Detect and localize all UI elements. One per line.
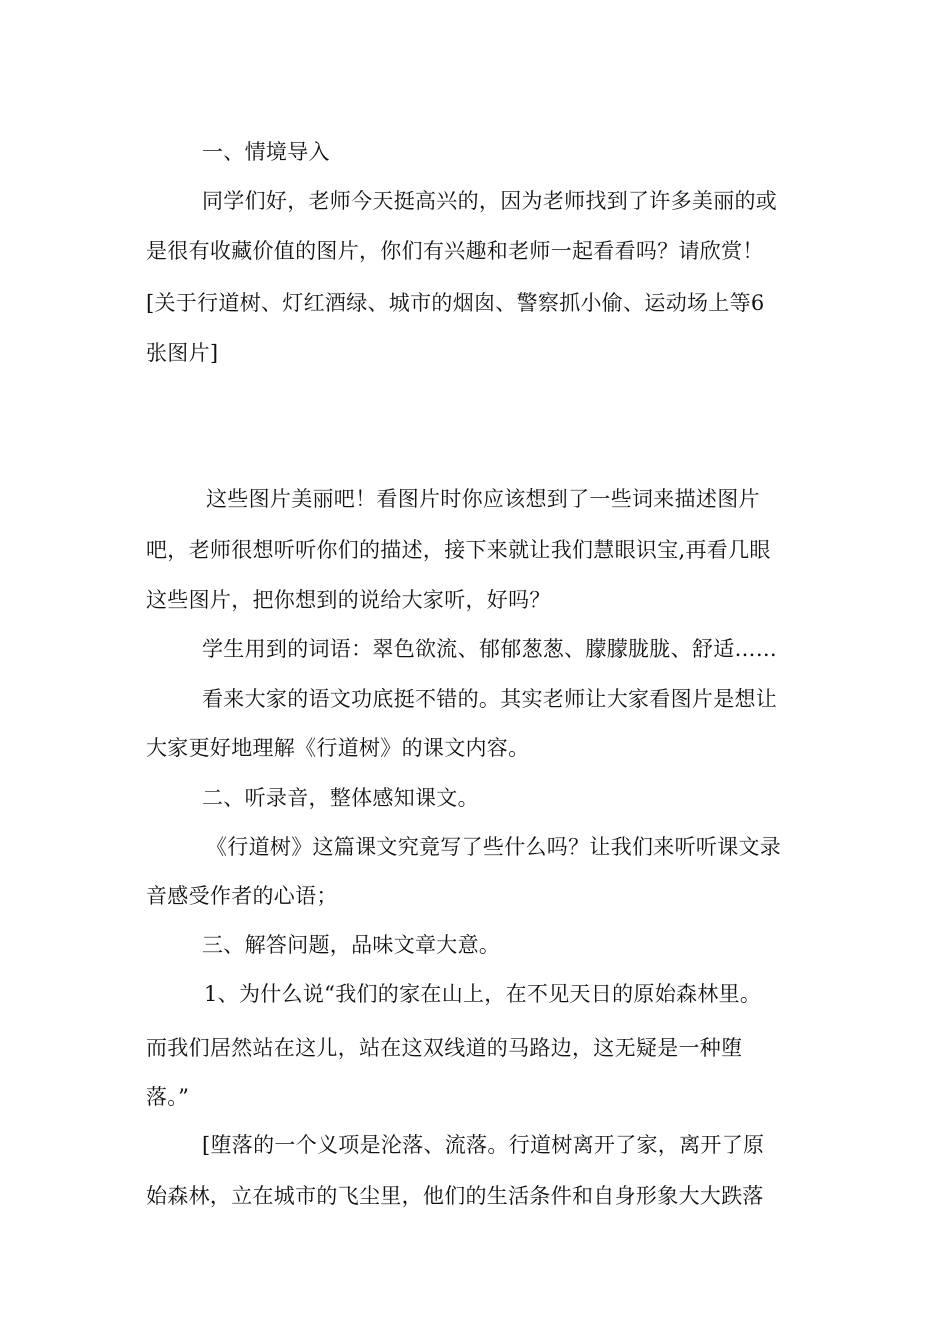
paragraph-line: 这些图片，把你想到的说给大家听，好吗？ — [146, 588, 551, 612]
paragraph-line: 学生用到的词语：翠色欲流、郁郁葱葱、朦朦胧胧、舒适…… — [202, 637, 778, 661]
section-heading-1: 一、情境导入 — [202, 140, 330, 164]
question-line: 1、为什么说“我们的家在山上，在不见天日的原始森林里。 — [204, 982, 762, 1006]
paragraph-line: 这些图片美丽吧！看图片时你应该想到了一些词来描述图片 — [206, 487, 760, 511]
paragraph-line: 看来大家的语文功底挺不错的。其实老师让大家看图片是想让 — [202, 687, 778, 711]
answer-line: 始森林，立在城市的飞尘里，他们的生活条件和自身形象大大跌落 — [146, 1184, 764, 1208]
question-line: 落。” — [146, 1085, 190, 1109]
paragraph-line: 吧，老师很想听听你们的描述，接下来就让我们慧眼识宝,再看几眼 — [146, 538, 771, 562]
answer-line: [堕落的一个义项是沦落、流落。行道树离开了家，离开了原 — [202, 1133, 765, 1157]
paragraph-line: 大家更好地理解《行道树》的课文内容。 — [146, 736, 530, 760]
paragraph-line: 同学们好，老师今天挺高兴的，因为老师找到了许多美丽的或 — [202, 189, 778, 213]
paragraph-line: 张图片] — [146, 341, 219, 365]
paragraph-line: 音感受作者的心语； — [146, 884, 338, 908]
section-heading-3: 三、解答问题，品味文章大意。 — [202, 933, 501, 957]
question-line: 而我们居然站在这儿，站在这双线道的马路边，这无疑是一种堕 — [146, 1036, 743, 1060]
paragraph-line: 《行道树》这篇课文究竟写了些什么吗？让我们来听听课文录 — [206, 835, 782, 859]
paragraph-line: [关于行道树、灯红酒绿、城市的烟囱、警察抓小偷、运动场上等6 — [146, 291, 765, 315]
paragraph-line: 是很有收藏价值的图片，你们有兴趣和老师一起看看吗？请欣赏！ — [146, 239, 764, 263]
section-heading-2: 二、听录音，整体感知课文。 — [202, 786, 479, 810]
